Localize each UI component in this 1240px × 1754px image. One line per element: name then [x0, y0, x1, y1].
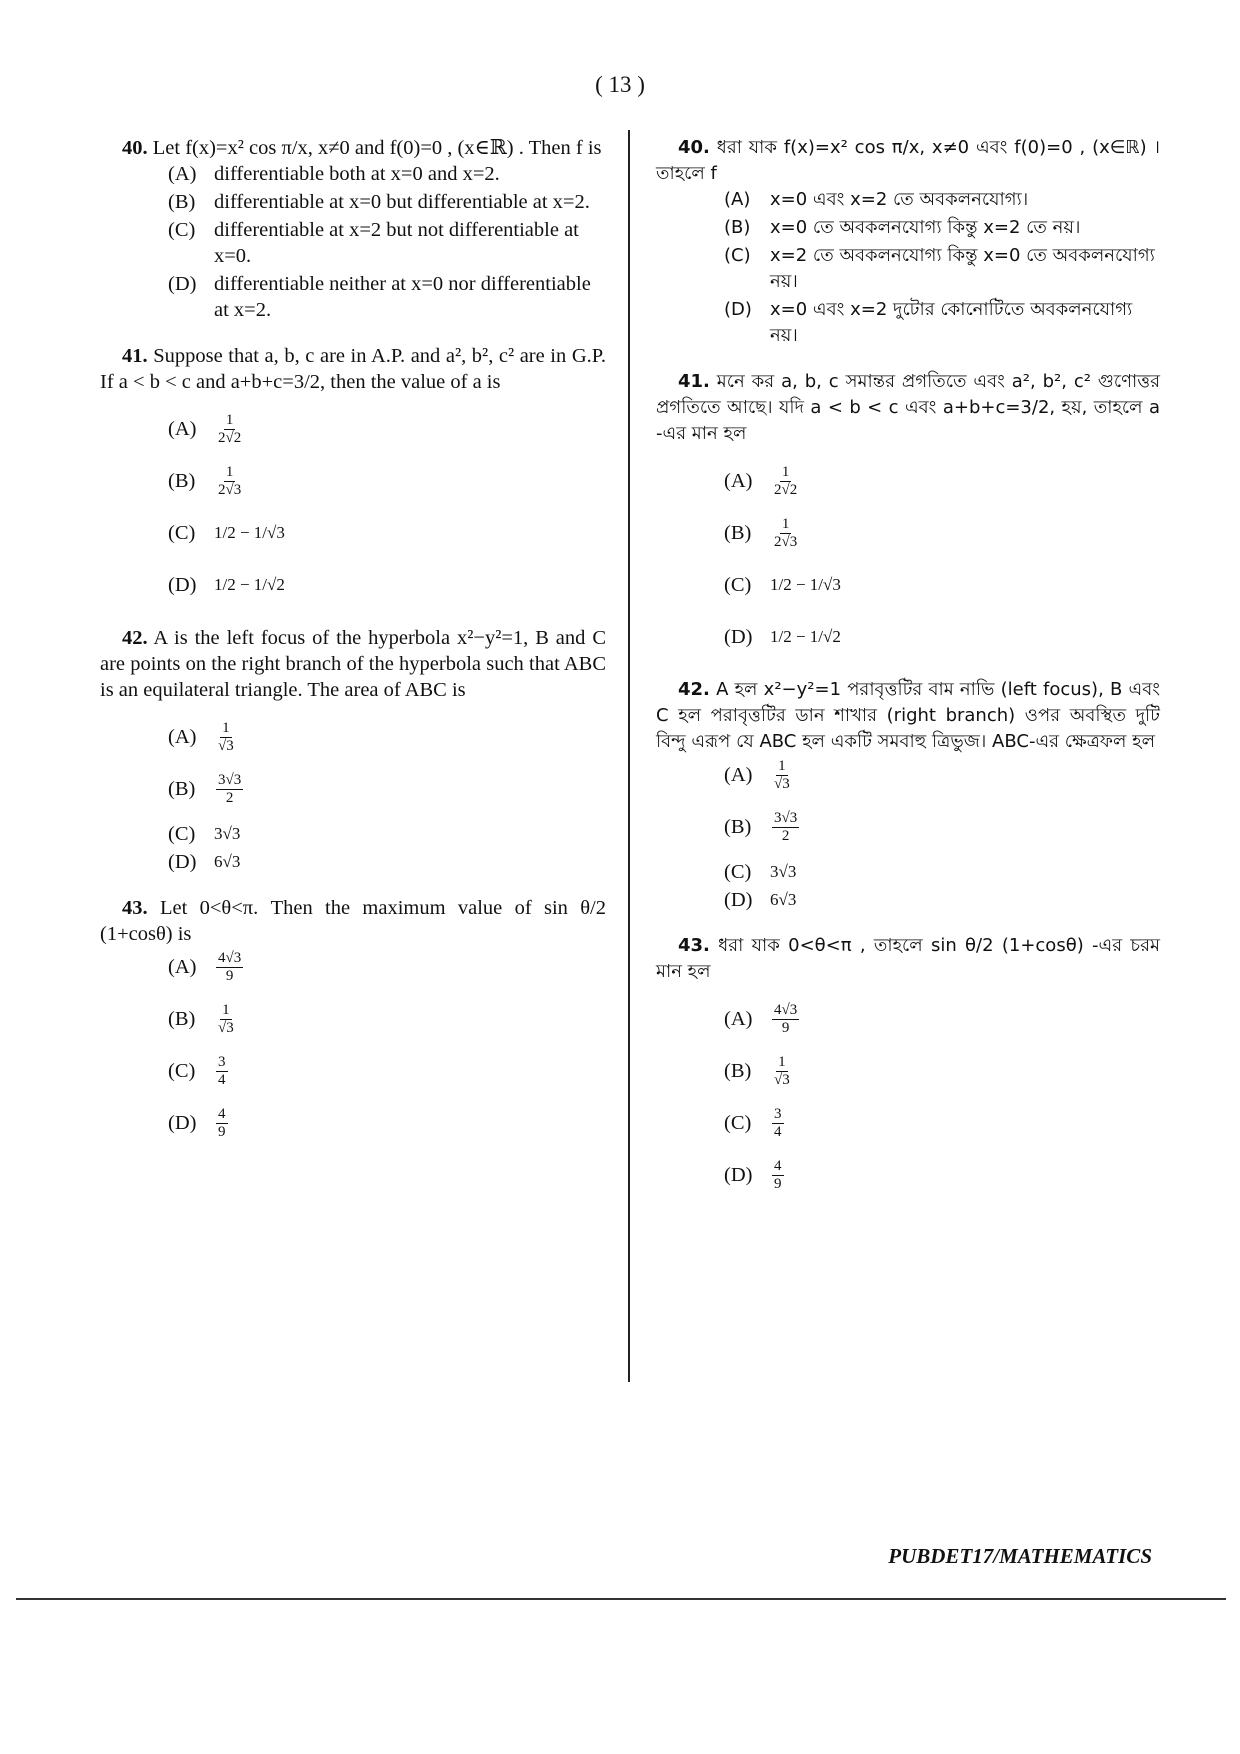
question-number: 42.: [122, 627, 148, 649]
option-c[interactable]: (C) differentiable at x=2 but not differentiable at x=0.: [168, 219, 579, 267]
option-c[interactable]: (C) $\frac{3}{4}$: [168, 1053, 226, 1088]
question-number: 40.: [122, 137, 148, 159]
option-c[interactable]: (C) 1/2 − 1/√3: [168, 522, 285, 544]
option-d[interactable]: (D) 6√3: [168, 851, 241, 873]
option-a[interactable]: (A) $\frac{1}{2√2}$: [168, 411, 242, 446]
option-d[interactable]: (D) 6√3: [724, 889, 797, 911]
question-text: ধরা যাক f(x)=x² cos π/x, x≠0 এবং f(0)=0 , (x∈ℝ) । তাহলে f: [656, 137, 1160, 184]
bottom-rule: [16, 1598, 1226, 1600]
option-a[interactable]: (A) x=0 এবং x=2 তে অবকলনযোগ্য।: [724, 189, 1029, 210]
option-a[interactable]: (A) $\frac{1}{√3}$: [168, 719, 234, 754]
option-b[interactable]: (B) $\frac{1}{√3}$: [168, 1001, 234, 1036]
option-c[interactable]: (C) $\frac{3}{4}$: [724, 1105, 782, 1140]
option-a[interactable]: (A) $\frac{4√3}{9}$: [168, 949, 242, 984]
column-divider: [628, 130, 630, 1382]
question-43-en: [100, 895, 606, 1143]
question-text: A হল x²−y²=1 পরাবৃত্তটির বাম নাভি (left focus), B এবং C হল পরাবৃত্তটির ডান শাখার (right branch) ওপর অবস্থিত দুটি বিন্দু এরূপ যে ABC হল একটি সমবাহু ত্রিভুজ। ABC-এর ক্ষেত্রফল হল: [656, 679, 1160, 752]
option-b[interactable]: (B) x=0 তে অবকলনযোগ্য কিন্তু x=2 তে নয়।: [724, 217, 1081, 238]
option-a[interactable]: (A) $\frac{4√3}{9}$: [724, 1001, 798, 1036]
question-42-bn: [656, 677, 1160, 913]
option-a[interactable]: (A) $\frac{1}{2√2}$: [724, 463, 798, 498]
option-d[interactable]: (D) differentiable neither at x=0 nor differentiable at x=2.: [168, 273, 591, 321]
option-b[interactable]: (B) $\frac{1}{2√3}$: [168, 463, 242, 498]
page-number: ( 13 ): [595, 72, 645, 97]
option-b[interactable]: (B) differentiable at x=0 but differentiable at x=2.: [168, 191, 590, 213]
bengali-column: [656, 135, 1160, 1215]
question-41-bn: [656, 369, 1160, 657]
option-c[interactable]: (C) 3√3: [168, 823, 241, 845]
question-number: 41.: [678, 371, 710, 392]
question-text: A is the left focus of the hyperbola x²−y²=1, B and C are points on the right branch of the hyperbola such that ABC is an equilateral triangle. The area of ABC is: [100, 627, 606, 701]
option-b[interactable]: (B) $\frac{1}{√3}$: [724, 1053, 790, 1088]
question-40-bn: [656, 135, 1160, 349]
option-d[interactable]: (D) $\frac{4}{9}$: [724, 1157, 782, 1192]
option-a[interactable]: (A) $\frac{1}{√3}$: [724, 757, 790, 792]
option-d[interactable]: (D) 1/2 − 1/√2: [724, 626, 841, 648]
option-c[interactable]: (C) 1/2 − 1/√3: [724, 574, 841, 596]
question-text: ধরা যাক 0<θ<π , তাহলে sin θ/2 (1+cosθ) -এর চরম মান হল: [656, 935, 1160, 982]
question-number: 40.: [678, 137, 710, 158]
footer-code: PUBDET17/MATHEMATICS: [888, 1544, 1152, 1568]
question-number: 41.: [122, 345, 148, 367]
option-a[interactable]: (A) differentiable both at x=0 and x=2.: [168, 163, 500, 185]
question-number: 43.: [678, 935, 710, 956]
option-b[interactable]: (B) $\frac{3√3}{2}$: [168, 771, 242, 806]
option-d[interactable]: (D) $\frac{4}{9}$: [168, 1105, 226, 1140]
question-number: 43.: [122, 897, 148, 919]
option-b[interactable]: (B) $\frac{1}{2√3}$: [724, 515, 798, 550]
question-42-en: [100, 625, 606, 875]
question-text: Let f(x)=x² cos π/x, x≠0 and f(0)=0 , (x∈ℝ) . Then f is: [152, 137, 602, 159]
option-c[interactable]: (C) 3√3: [724, 861, 797, 883]
question-text: Suppose that a, b, c are in A.P. and a², b², c² are in G.P. If a < b < c and a+b+c=3/2, then the value of a is: [100, 345, 607, 393]
question-text: Let 0<θ<π. Then the maximum value of sin θ/2 (1+cosθ) is: [100, 897, 606, 945]
option-b[interactable]: (B) $\frac{3√3}{2}$: [724, 809, 798, 844]
option-d[interactable]: (D) x=0 এবং x=2 দুটোর কোনোটিতে অবকলনযোগ্য নয়।: [724, 299, 1133, 346]
option-d[interactable]: (D) 1/2 − 1/√2: [168, 574, 285, 596]
question-text: মনে কর a, b, c সমান্তর প্রগতিতে এবং a², b², c² গুণোত্তর প্রগতিতে আছে। যদি a < b < c এবং a+b+c=3/2, হয়, তাহলে a -এর মান হল: [656, 371, 1160, 444]
question-40-en: [100, 135, 606, 323]
question-number: 42.: [678, 679, 710, 700]
english-column: [100, 135, 606, 1163]
option-c[interactable]: (C) x=2 তে অবকলনযোগ্য কিন্তু x=0 তে অবকলনযোগ্য নয়।: [724, 245, 1155, 292]
question-43-bn: [656, 933, 1160, 1195]
question-41-en: [100, 343, 606, 605]
